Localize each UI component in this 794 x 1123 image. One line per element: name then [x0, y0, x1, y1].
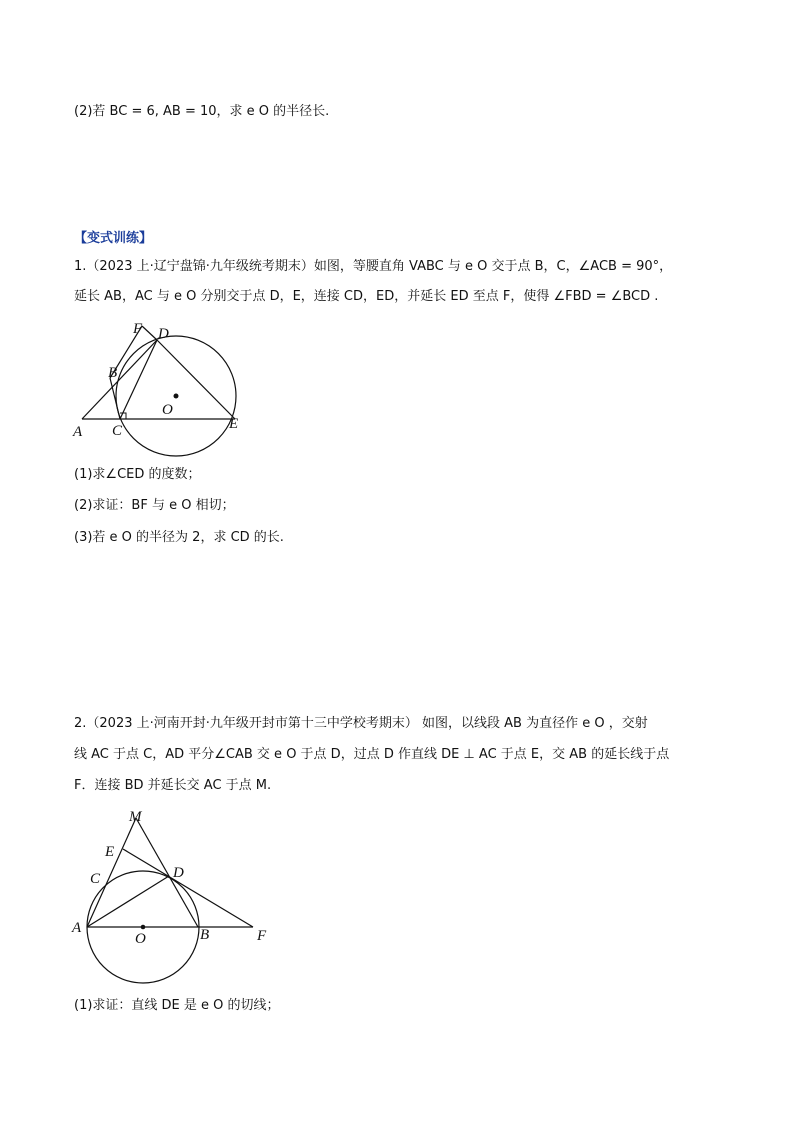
problem2-line2: 线 AC 于点 C，AD 平分∠CAB 交 e O 于点 D，过点 D 作直线 DE ⊥ AC 于点 E，交 AB 的延长线于点 — [74, 747, 670, 762]
problem2-line3: F．连接 BD 并延长交 AC 于点 M. — [74, 778, 272, 793]
problem1-q2: (2)求证：BF 与 e O 相切； — [74, 498, 235, 513]
segment-ad — [82, 340, 157, 419]
label-m: M — [129, 809, 142, 825]
label-o: O — [162, 402, 173, 418]
problem2-q1: (1)求证：直线 DE 是 e O 的切线； — [74, 998, 280, 1013]
problem2-line1: 2.（2023 上·河南开封·九年级开封市第十三中学校考期末） 如图，以线段 AB 为直径作 e O ，交射 — [74, 716, 648, 731]
prev-part2-text: (2)若 BC = 6, AB = 10，求 e O 的半径长. — [74, 104, 330, 119]
problem1-q3: (3)若 e O 的半径为 2，求 CD 的长. — [74, 530, 284, 545]
label-b: B — [200, 927, 210, 943]
segment-ef — [123, 849, 253, 927]
label-d: D — [173, 865, 184, 881]
problem1-figure — [70, 318, 270, 438]
section-heading: 【变式训练】 — [74, 231, 153, 246]
segment-mb — [136, 818, 198, 927]
label-f: F — [133, 321, 143, 337]
label-o: O — [135, 931, 146, 947]
label-d: D — [158, 326, 169, 342]
label-e: E — [105, 844, 115, 860]
segment-df — [142, 326, 157, 340]
label-c: C — [90, 871, 101, 887]
problem2-figure — [66, 806, 276, 991]
label-c: C — [112, 423, 123, 439]
label-f: F — [257, 928, 267, 944]
problem1-line1: 1.（2023 上·辽宁盘锦·九年级统考期末）如图，等腰直角 VABC 与 e O 交于点 B，C，∠ACB = 90°， — [74, 259, 673, 274]
problem1-q1: (1)求∠CED 的度数； — [74, 467, 201, 482]
label-e: E — [229, 416, 239, 432]
label-a: A — [73, 424, 83, 440]
label-a: A — [72, 920, 82, 936]
center-o-dot — [141, 925, 146, 930]
label-b: B — [108, 365, 118, 381]
center-o-dot — [174, 394, 179, 399]
problem1-line2: 延长 AB，AC 与 e O 分别交于点 D，E，连接 CD，ED，并延长 ED 至点 F，使得 ∠FBD = ∠BCD . — [74, 289, 659, 304]
